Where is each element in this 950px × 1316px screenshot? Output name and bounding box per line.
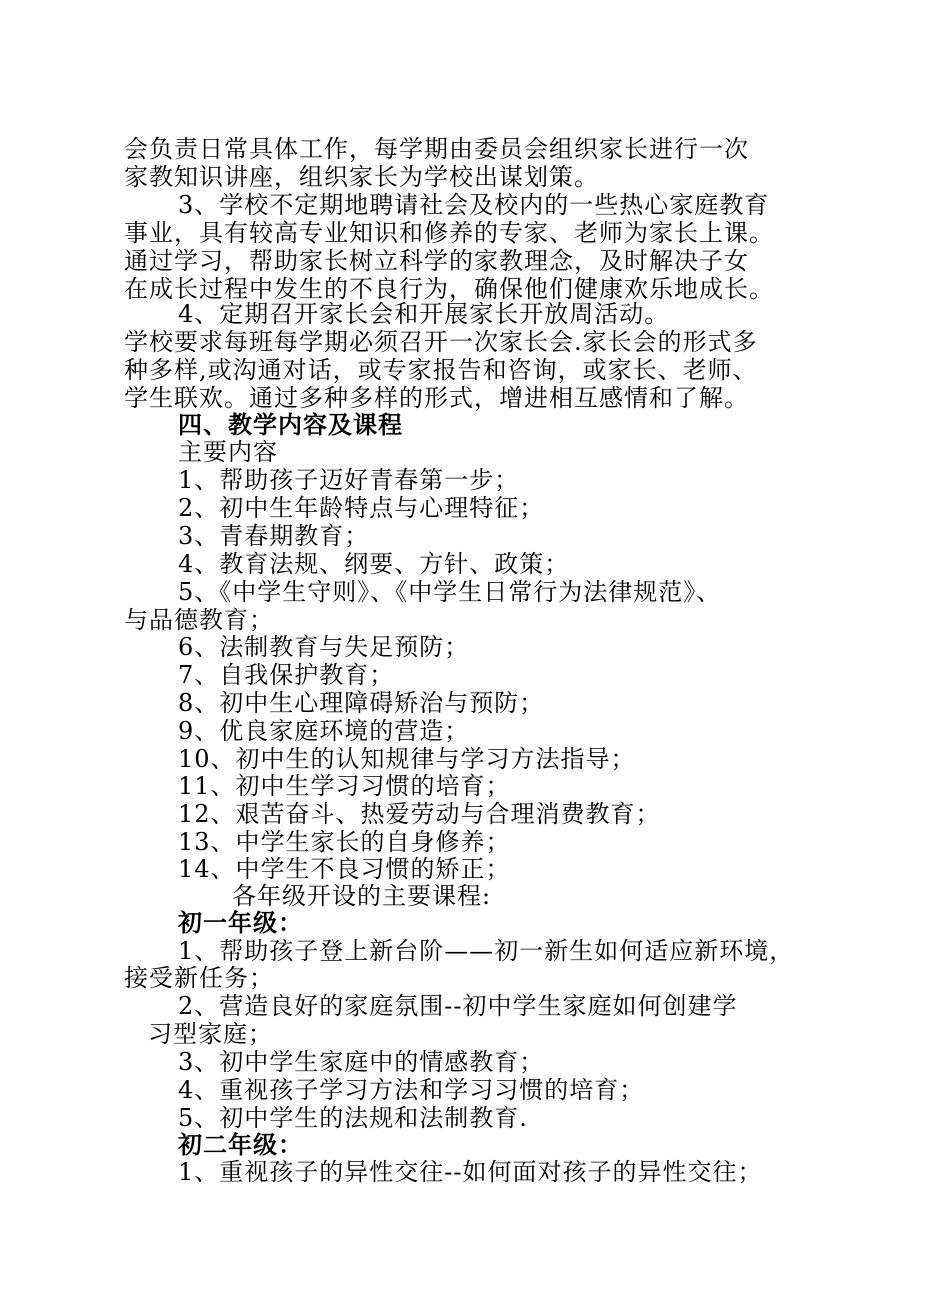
paragraph-line: 4、定期召开家长会和开展家长开放周活动。	[178, 300, 670, 328]
list-item-continuation: 习型家庭；	[148, 1020, 273, 1048]
list-item: 14、中学生不良习惯的矫正；	[178, 855, 511, 883]
list-item: 1、帮助孩子登上新台阶——初一新生如何适应新环境，	[178, 937, 795, 965]
subheading: 各年级开设的主要课程:	[232, 882, 492, 910]
paragraph-line: 在成长过程中发生的不良行为，确保他们健康欢乐地成长。	[124, 275, 774, 303]
subheading: 主要内容	[178, 438, 278, 466]
section-heading: 四、教学内容及课程	[178, 411, 403, 439]
list-item: 4、重视孩子学习方法和学习习惯的培育；	[178, 1076, 645, 1104]
list-item: 5、《中学生守则》、《中学生日常行为法律规范》、	[178, 578, 722, 606]
list-item: 10、初中生的认知规律与学习方法指导；	[178, 745, 636, 773]
paragraph-line: 通过学习，帮助家长树立科学的家教理念，及时解决子女	[124, 247, 749, 275]
list-item: 7、自我保护教育；	[178, 661, 395, 689]
grade-heading: 初二年级：	[178, 1131, 303, 1159]
paragraph-line: 事业，具有较高专业知识和修养的专家、老师为家长上课。	[124, 219, 774, 247]
list-item: 8、初中生心理障碍矫治与预防；	[178, 689, 545, 717]
list-item: 2、初中生年龄特点与心理特征；	[178, 494, 545, 522]
list-item: 3、初中学生家庭中的情感教育；	[178, 1048, 545, 1076]
list-item: 4、教育法规、纲要、方针、政策；	[178, 550, 570, 578]
list-item: 1、帮助孩子迈好青春第一步；	[178, 466, 520, 494]
paragraph-line: 家教知识讲座，组织家长为学校出谋划策。	[124, 163, 599, 191]
list-item: 12、艰苦奋斗、热爱劳动与合理消费教育；	[178, 800, 661, 828]
paragraph-line: 学生联欢。通过多种多样的形式，增进相互感情和了解。	[124, 384, 749, 412]
list-item: 2、营造良好的家庭氛围--初中学生家庭如何创建学	[178, 992, 738, 1020]
paragraph-line: 3、学校不定期地聘请社会及校内的一些热心家庭教育	[178, 191, 770, 219]
list-item: 6、法制教育与失足预防；	[178, 633, 470, 661]
grade-heading: 初一年级：	[178, 909, 303, 937]
paragraph-line: 学校要求每班每学期必须召开一次家长会.家长会的形式多	[124, 328, 758, 356]
list-item: 9、优良家庭环境的营造；	[178, 717, 470, 745]
list-item: 11、初中生学习习惯的培育；	[178, 772, 511, 800]
list-item: 1、重视孩子的异性交往--如何面对孩子的异性交往；	[178, 1158, 763, 1186]
paragraph-line: 种多样,或沟通对话，或专家报告和咨询，或家长、老师、	[124, 356, 758, 384]
list-item: 13、中学生家长的自身修养；	[178, 828, 511, 856]
paragraph-line: 会负责日常具体工作，每学期由委员会组织家长进行一次	[124, 135, 749, 163]
list-item-continuation: 接受新任务；	[124, 964, 274, 992]
list-item-continuation: 与品德教育；	[124, 606, 274, 634]
list-item: 3、青春期教育；	[178, 522, 370, 550]
list-item: 5、初中学生的法规和法制教育.	[178, 1104, 528, 1132]
